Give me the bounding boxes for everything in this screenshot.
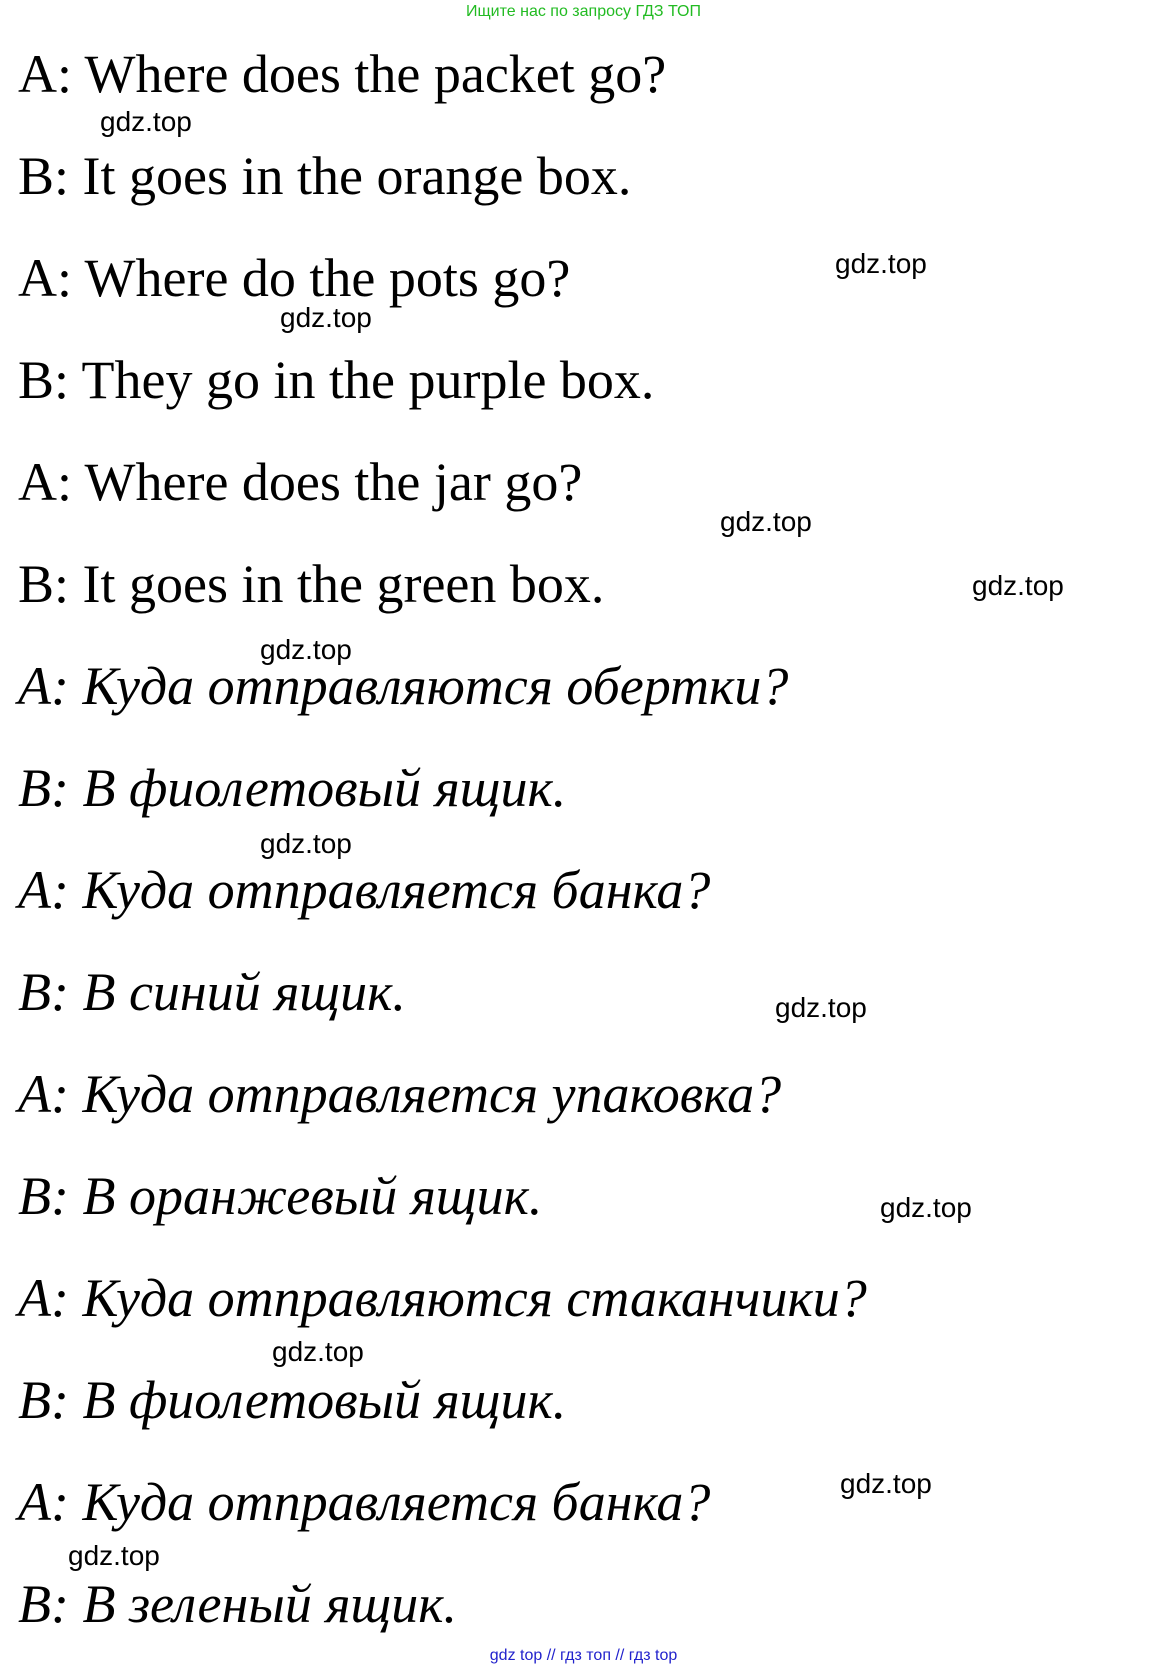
watermark: gdz.top [260,634,352,665]
watermark: gdz.top [272,1336,364,1367]
watermark: gdz.top [840,1468,932,1499]
translation-line-a-wrappers: A: Куда отправляются обертки? [18,656,789,716]
dialogue-line-b-orange-box: B: It goes in the orange box. [18,146,632,206]
watermark: gdz.top [260,828,352,859]
watermark: gdz.top [100,106,192,137]
translation-line-b-blue-box: B: В синий ящик. [18,962,406,1022]
translation-line-b-orange-box: B: В оранжевый ящик. [18,1166,543,1226]
watermark: gdz.top [280,302,372,333]
translation-line-a-jar: A: Куда отправляется банка? [18,860,711,920]
dialogue-line-b-green-box: B: It goes in the green box. [18,554,605,614]
dialogue-line-a-pots: A: Where do the pots go? [18,248,571,308]
watermark: gdz.top [775,992,867,1023]
translation-line-b-violet-box-2: B: В фиолетовый ящик. [18,1370,567,1430]
watermark: gdz.top [880,1192,972,1223]
watermark: gdz.top [972,570,1064,601]
dialogue-line-b-purple-box: B: They go in the purple box. [18,350,655,410]
translation-line-b-violet-box: B: В фиолетовый ящик. [18,758,567,818]
translation-line-a-package: A: Куда отправляется упаковка? [18,1064,782,1124]
header-search-note: Ищите нас по запросу ГДЗ ТОП [466,3,701,20]
watermark: gdz.top [68,1540,160,1571]
dialogue-line-a-jar: A: Where does the jar go? [18,452,583,512]
translation-line-a-jar-2: A: Куда отправляется банка? [18,1472,711,1532]
translation-line-a-cups: A: Куда отправляются стаканчики? [18,1268,867,1328]
dialogue-line-a-packet: A: Where does the packet go? [18,44,667,104]
watermark: gdz.top [835,248,927,279]
translation-line-b-green-box: B: В зеленый ящик. [18,1574,457,1634]
footer-watermark-note: gdz top // гдз топ // гдз top [489,1647,678,1664]
watermark: gdz.top [720,506,812,537]
